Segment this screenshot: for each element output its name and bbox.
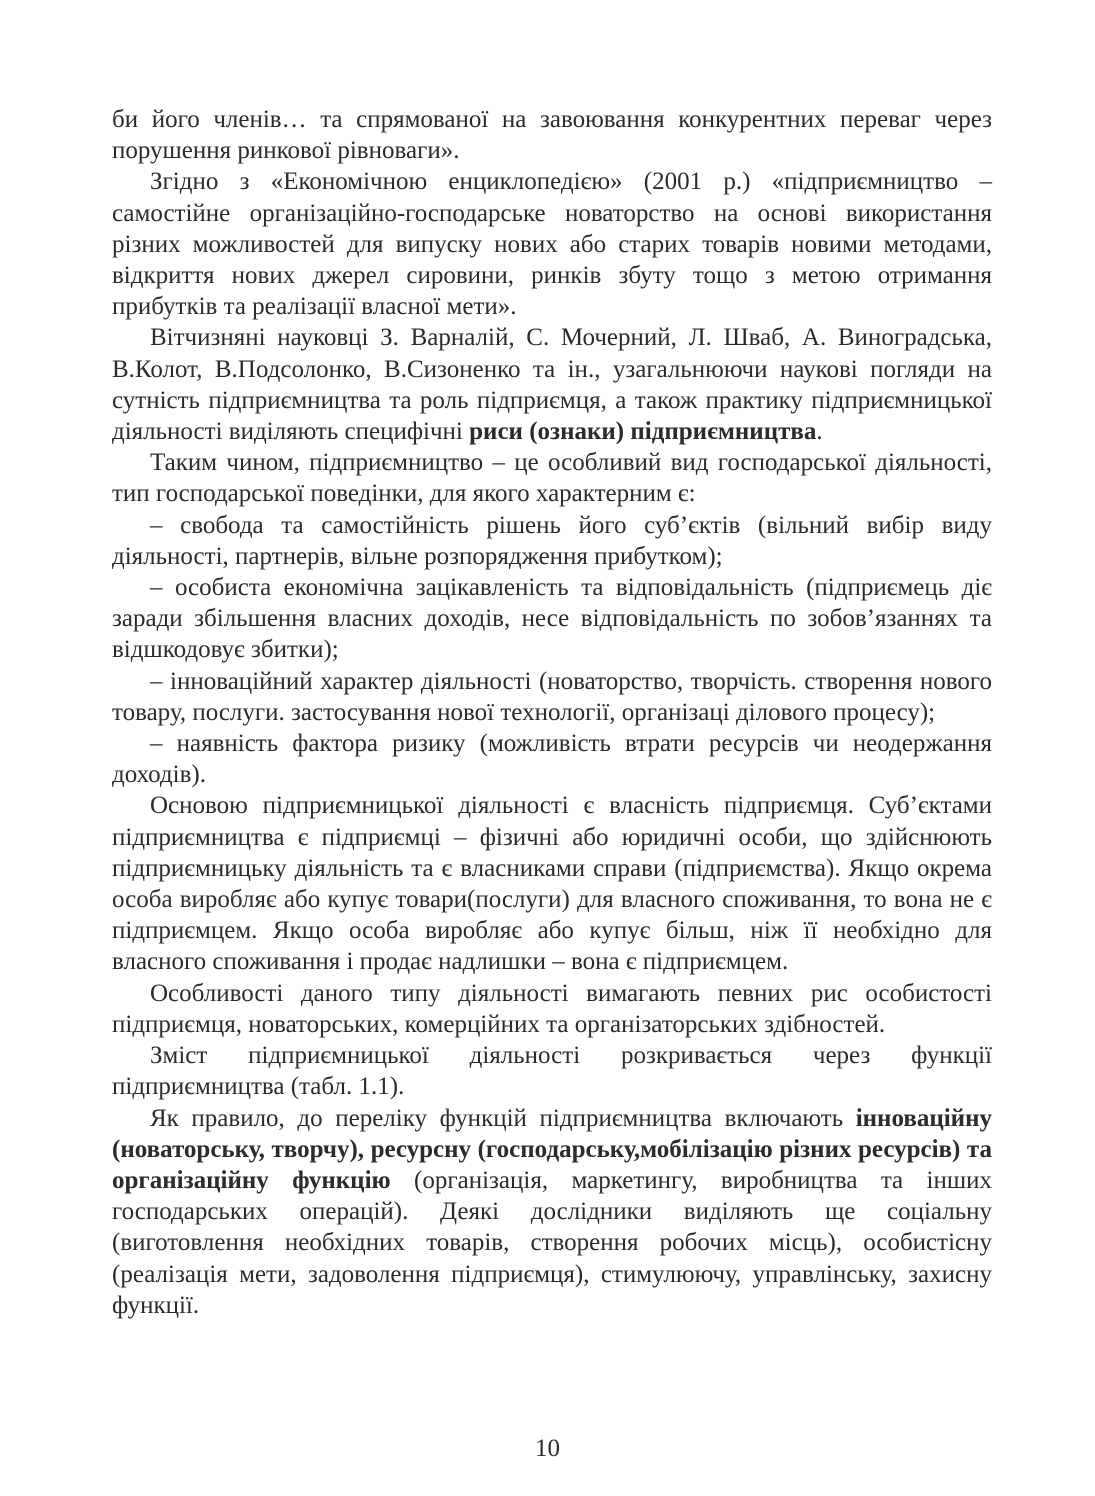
paragraph-functions-intro: Зміст підприємницької діяльності розкривається через функції підприємництва (табл. 1.1). <box>112 1042 992 1101</box>
paragraph-scientists-text: Вітчизняні науковці З. Варналій, С. Мочерний, Л. Шваб, А. Виноградська, В.Колот, В.Подсолонко, В.Сизоненко та ін., узагальнюючи наукові погляди на сутність підприємництва та роль підприємця, а також практику підприємницької діяльності виділяють специфічні <box>112 324 992 446</box>
paragraph-ownership: Основою підприємницької діяльності є власність підприємця. Суб’єктами підприємництва є підприємці – фізичні або юридичні особи, що здійснюють підприємницьку діяльність та є власниками справи (підприємства). Якщо окрема особа виробляє або купує товари(послуги) для власного споживання, то вона не є підприємцем. Якщо особа виробляє або купує більш, ніж її необхідно для власного споживання і продає надлишки – вона є підприємцем. <box>112 792 992 976</box>
paragraph-scientists <box>112 322 992 447</box>
paragraph-functions-list <box>112 1103 992 1321</box>
list-item-interest: – особиста економічна зацікавленість та відповідальність (підприємець діє заради збільшення власних доходів, несе відповідальність по зобов’язаннях та відшкодовує збитки); <box>112 574 992 664</box>
bold-term-functions: інноваційну (новаторську, творчу), ресурсну (господарську,мобілізацію різних ресурсів) та організаційну функцію <box>112 1104 992 1194</box>
paragraph-encyclopedia-definition: Згідно з «Економічною енциклопедією» (2001 р.) «підприємництво – самостійне організаційно-господарське новаторство на основі використання різних можливостей для випуску нових або старих товарів новими методами, відкриття нових джерел сировини, ринків збуту тощо з метою отримання прибутків та реалізації власної мети». <box>112 168 992 321</box>
page-body <box>112 104 992 1321</box>
paragraph-personality: Особливості даного типу діяльності вимагають певних рис особистості підприємця, новаторських, комерційних та організаторських здібностей. <box>112 979 992 1038</box>
list-item-freedom: – свобода та самостійність рішень його суб’єктів (вільний вибір виду діяльності, партнерів, вільне розпорядження прибутком); <box>112 511 992 570</box>
bold-term-features: риси (ознаки) підприємництва <box>469 418 817 446</box>
paragraph-functions-text: Як правило, до переліку функцій підприємництва включають <box>150 1104 856 1132</box>
paragraph-continuation: би його членів… та спрямованої на завоювання конкурентних переваг через порушення ринкової рівноваги». <box>112 106 992 165</box>
page-number: 10 <box>535 1435 560 1462</box>
paragraph-summary: Таким чином, підприємництво – це особливий вид господарської діяльності, тип господарської поведінки, для якого характерним є: <box>112 449 992 508</box>
list-item-innovation: – інноваційний характер діяльності (новаторство, творчість. створення нового товару, послуги. застосування нової технології, організаці ділового процесу); <box>112 667 992 726</box>
paragraph-scientists-end: . <box>816 418 823 446</box>
paragraph-functions-end: (організація, маркетингу, виробництва та інших господарських операцій). Деякі дослідники виділяють ще соціальну (виготовлення необхідних товарів, створення робочих місць), особистісну (реалізація мети, задоволення підприємця), стимулюючу, управлінську, захисну функції. <box>112 1166 992 1319</box>
list-item-risk: – наявність фактора ризику (можливість втрати ресурсів чи неодержання доходів). <box>112 730 992 789</box>
